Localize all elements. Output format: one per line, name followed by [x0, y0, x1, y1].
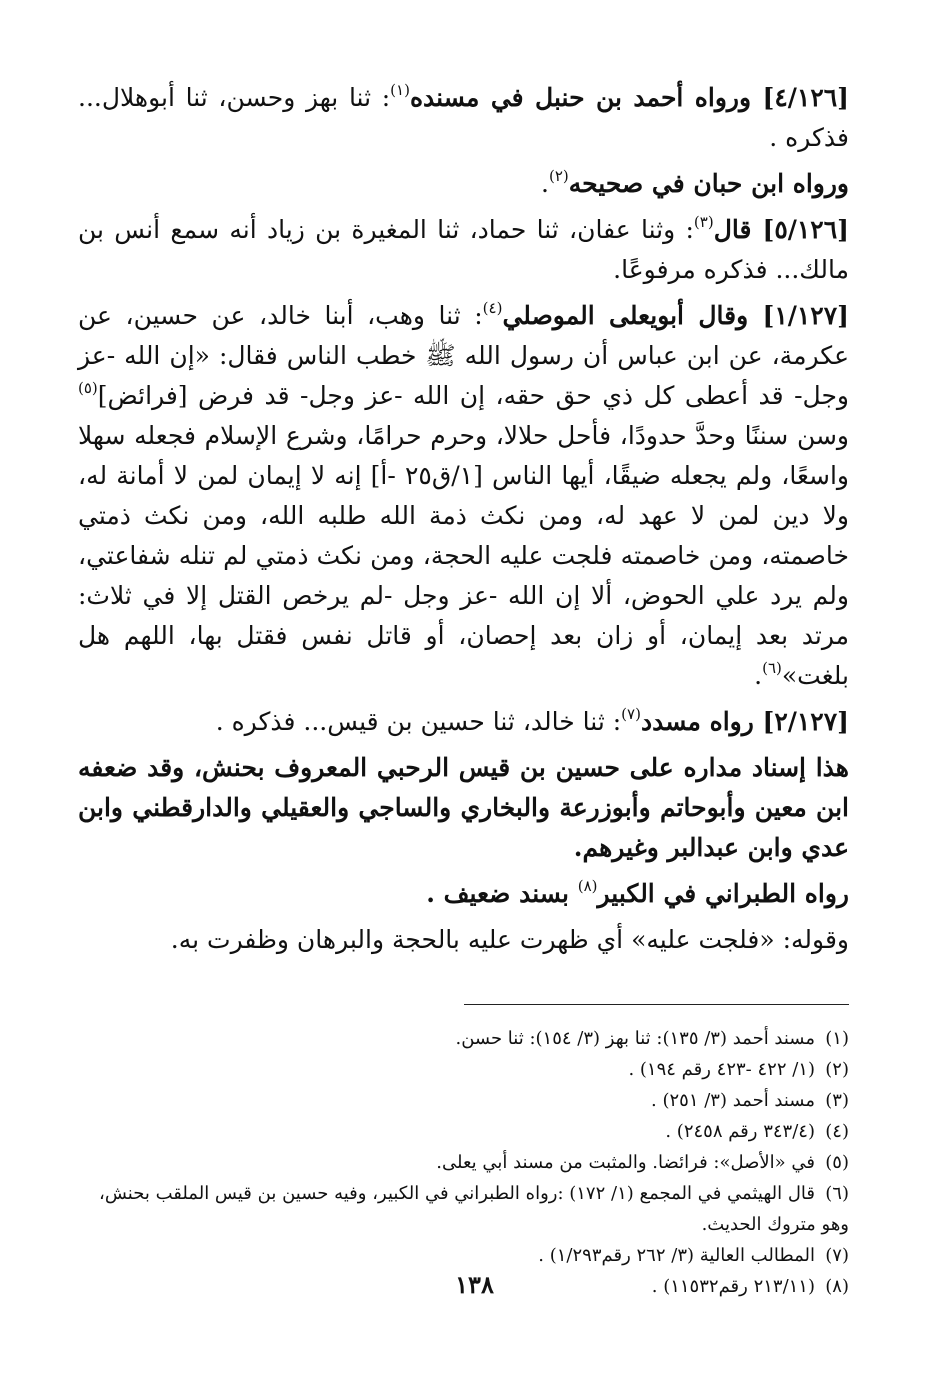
- entry-text: : ثنا بهز وحسن، ثنا أبوهلال... فذكره .: [78, 83, 849, 152]
- footnote-text: مسند أحمد (٣/ ١٣٥): ثنا بهز (٣/ ١٥٤): ثنا حسن.: [455, 1028, 815, 1049]
- footnote-number: (٦): [825, 1183, 849, 1204]
- footnote-ref: (٨): [577, 876, 598, 895]
- footnote-6-continuation: وهو متروك الحديث.: [701, 1214, 849, 1235]
- paragraph-3: [78, 210, 849, 290]
- entry-lead: [١/١٢٧] وقال أبويعلى الموصلي: [502, 301, 849, 330]
- entry-text: بسند ضعيف .: [426, 879, 578, 908]
- paragraph-8: [78, 920, 849, 960]
- footnotes: [78, 1023, 849, 1302]
- commentary-text: هذا إسناد مداره على حسين بن قيس الرحبي المعروف بحنش، وقد ضعفه ابن معين وأبوحاتم وأبوزرعة والبخاري والساجي والعقيلي والدارقطني وابن عدي وابن عبدالبر وغيرهم.: [78, 753, 849, 862]
- paragraph-5: [78, 702, 849, 742]
- entry-text: .: [541, 169, 549, 198]
- footnote-ref: (٤): [482, 298, 503, 317]
- footnote-text: المطالب العالية (٣/ ٢٦٢ رقم١/٢٩٣) .: [538, 1245, 815, 1266]
- entry-text: : وثنا عفان، ثنا حماد، ثنا المغيرة بن زياد أنه سمع أنس بن مالك... فذكره مرفوعًا.: [78, 215, 849, 284]
- footnote-text: (٢١٣/١١ رقم١١٥٣٢) .: [651, 1276, 815, 1297]
- footnote-number: (٨): [825, 1276, 849, 1297]
- footnote-4: [78, 1116, 849, 1147]
- footnote-text: قال الهيثمي في المجمع (١/ ١٧٢) :رواه الطبراني في الكبير، وفيه حسين بن قيس الملقب بحنش،: [99, 1183, 815, 1204]
- footnote-text: (١/ ٤٢٢ -٤٢٣ رقم ١٩٤) .: [628, 1059, 815, 1080]
- footnote-divider: [464, 1004, 849, 1005]
- entry-lead: رواه الطبراني في الكبير: [597, 879, 849, 908]
- entry-lead: [٢/١٢٧] رواه مسدد: [640, 707, 849, 736]
- footnote-5: [78, 1147, 849, 1178]
- footnote-ref: (٦): [762, 658, 782, 677]
- entry-lead: ورواه ابن حبان في صحيحه: [568, 169, 849, 198]
- paragraph-4: [78, 296, 849, 696]
- entry-text: : ثنا وهب، أبنا خالد، عن حسين، عن عكرمة، عن ابن عباس أن رسول الله ﷺ خطب الناس فقال: «إن الله -عز وجل- قد أعطى كل ذي حق حقه، إن الله -عز وجل- قد فرض [فرائض]: [78, 301, 849, 410]
- footnote-number: (٥): [825, 1152, 849, 1173]
- footnote-text: في «الأصل»: فرائضا. والمثبت من مسند أبي يعلى.: [436, 1152, 815, 1173]
- paragraph-2: [78, 164, 849, 204]
- footnote-7: [78, 1240, 849, 1271]
- paragraph-6: [78, 748, 849, 868]
- footnote-number: (٧): [825, 1245, 849, 1266]
- entry-lead: [٥/١٢٦] قال: [713, 215, 849, 244]
- footnote-text: (٣٤٣/٤ رقم ٢٤٥٨) .: [665, 1121, 815, 1142]
- entry-text: : ثنا خالد، ثنا حسين بن قيس... فذكره .: [215, 707, 622, 736]
- footnote-ref: (٣): [693, 212, 714, 231]
- footnote-number: (١): [825, 1028, 849, 1049]
- entry-text: وسن سننًا وحدَّ حدودًا، فأحل حلالا، وحرم حرامًا، وشرع الإسلام فجعله سهلا واسعًا، ولم يجعله ضيقًا، أيها الناس [١/ق٢٥ -أ] إنه لا إيمان لمن لا أمانة له، ولا دين لمن لا عهد له، ومن نكث ذمة الله طلبه الله، ومن نكث ذمتي خاصمته، ومن خاصمته فلجت عليه الحجة، ومن نكث ذمتي لم تنله شفاعتي، ولم يرد علي الحوض، ألا إن الله -عز وجل -لم يرخص القتل إلا في ثلاث: مرتد بعد إيمان، أو زان بعد إحصان، أو قاتل نفس فقتل بها، اللهم هل بلغت»: [78, 421, 850, 690]
- footnote-3: [78, 1085, 849, 1116]
- footnote-ref: (٢): [548, 166, 569, 185]
- footnote-ref: (١): [390, 80, 410, 99]
- footnote-ref: (٥): [78, 378, 98, 397]
- entry-lead: [٤/١٢٦] ورواه أحمد بن حنبل في مسنده: [409, 83, 850, 112]
- paragraph-7: [78, 874, 849, 914]
- paragraph-1: [78, 78, 849, 158]
- footnote-6: [78, 1178, 849, 1209]
- footnote-ref: (٧): [621, 704, 641, 723]
- entry-text: .: [754, 661, 763, 690]
- footnote-1: [78, 1023, 849, 1054]
- footnote-number: (٢): [825, 1059, 849, 1080]
- entry-text: وقوله: «فلجت عليه» أي ظهرت عليه بالحجة والبرهان وظفرت به.: [170, 925, 849, 954]
- page-number: ١٣٨: [455, 1270, 494, 1299]
- footnote-2: [78, 1054, 849, 1085]
- footnote-number: (٤): [825, 1121, 849, 1142]
- footnote-number: (٣): [825, 1090, 849, 1111]
- footnote-text: مسند أحمد (٣/ ٢٥١) .: [651, 1090, 815, 1111]
